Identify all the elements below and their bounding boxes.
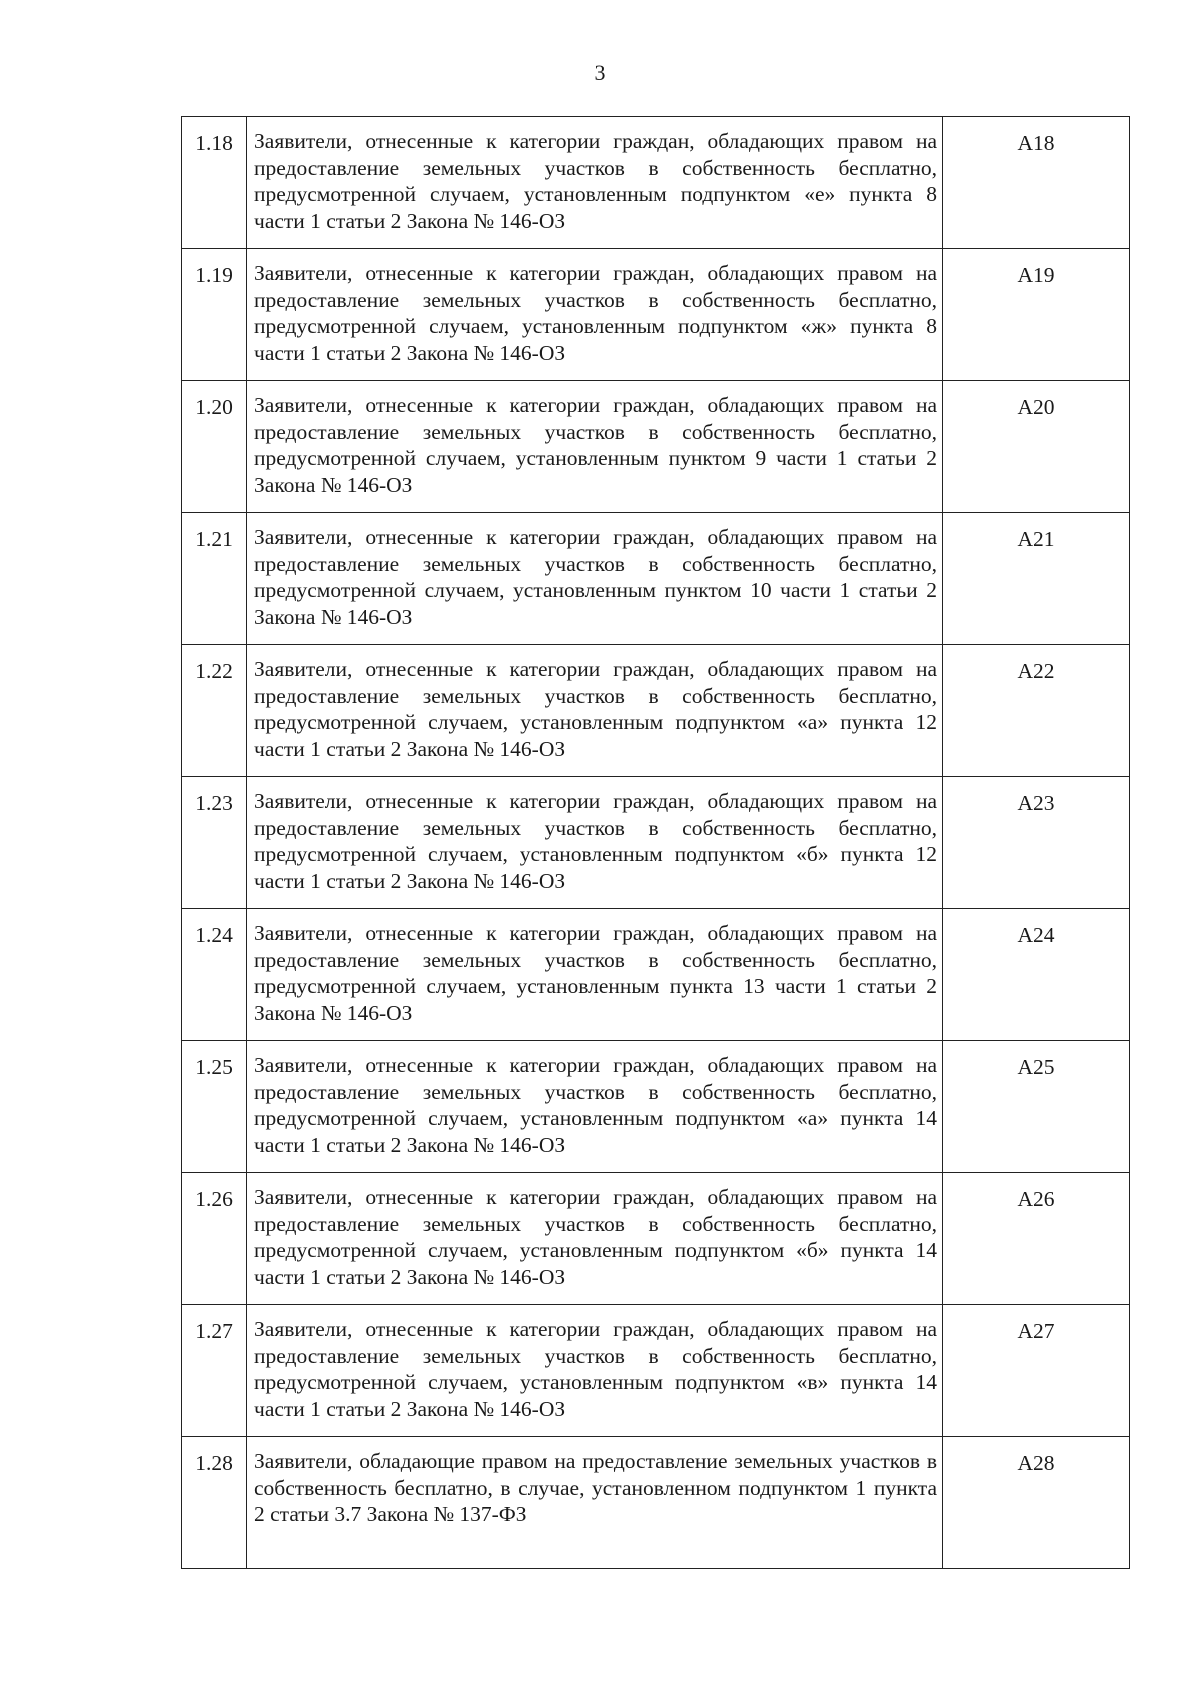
row-description: Заявители, отнесенные к категории граждан, обладающих правом на предоставление земельных участков в собственность бесплатно, предусмотренной случаем, установленным подпунктом «б» пункта 14 части 1 статьи 2 Закона № 146-ОЗ — [247, 1173, 943, 1305]
row-code: А23 — [943, 777, 1130, 909]
page-number: 3 — [594, 60, 606, 85]
row-number: 1.19 — [182, 249, 247, 381]
row-description: Заявители, отнесенные к категории граждан, обладающих правом на предоставление земельных участков в собственность бесплатно, предусмотренной случаем, установленным подпунктом «в» пункта 14 части 1 статьи 2 Закона № 146-ОЗ — [247, 1305, 943, 1437]
row-description: Заявители, обладающие правом на предоставление земельных участков в собственность бесплатно, в случае, установленном подпунктом 1 пункта 2 статьи 3.7 Закона № 137-ФЗ — [247, 1437, 943, 1569]
row-description: Заявители, отнесенные к категории граждан, обладающих правом на предоставление земельных участков в собственность бесплатно, предусмотренной случаем, установленным пунктом 9 части 1 статьи 2 Закона № 146-ОЗ — [247, 381, 943, 513]
row-description: Заявители, отнесенные к категории граждан, обладающих правом на предоставление земельных участков в собственность бесплатно, предусмотренной случаем, установленным пункта 13 части 1 статьи 2 Закона № 146-ОЗ — [247, 909, 943, 1041]
row-description: Заявители, отнесенные к категории граждан, обладающих правом на предоставление земельных участков в собственность бесплатно, предусмотренной случаем, установленным подпунктом «е» пункта 8 части 1 статьи 2 Закона № 146-ОЗ — [247, 117, 943, 249]
row-code: А19 — [943, 249, 1130, 381]
row-code: А28 — [943, 1437, 1130, 1569]
row-code: А22 — [943, 645, 1130, 777]
row-number: 1.27 — [182, 1305, 247, 1437]
row-code: А21 — [943, 513, 1130, 645]
row-code: А18 — [943, 117, 1130, 249]
row-number: 1.22 — [182, 645, 247, 777]
row-code: А26 — [943, 1173, 1130, 1305]
table-row — [182, 909, 1130, 1041]
row-code: А20 — [943, 381, 1130, 513]
table-row — [182, 1437, 1130, 1569]
row-description: Заявители, отнесенные к категории граждан, обладающих правом на предоставление земельных участков в собственность бесплатно, предусмотренной случаем, установленным подпунктом «а» пункта 12 части 1 статьи 2 Закона № 146-ОЗ — [247, 645, 943, 777]
table-row — [182, 381, 1130, 513]
row-number: 1.20 — [182, 381, 247, 513]
row-description: Заявители, отнесенные к категории граждан, обладающих правом на предоставление земельных участков в собственность бесплатно, предусмотренной случаем, установленным подпунктом «ж» пункта 8 части 1 статьи 2 Закона № 146-ОЗ — [247, 249, 943, 381]
row-number: 1.28 — [182, 1437, 247, 1569]
table-row — [182, 777, 1130, 909]
table-row — [182, 1041, 1130, 1173]
row-number: 1.24 — [182, 909, 247, 1041]
table-row — [182, 1305, 1130, 1437]
row-description: Заявители, отнесенные к категории граждан, обладающих правом на предоставление земельных участков в собственность бесплатно, предусмотренной случаем, установленным подпунктом «а» пункта 14 части 1 статьи 2 Закона № 146-ОЗ — [247, 1041, 943, 1173]
row-number: 1.25 — [182, 1041, 247, 1173]
row-number: 1.26 — [182, 1173, 247, 1305]
row-number: 1.23 — [182, 777, 247, 909]
table-row — [182, 513, 1130, 645]
table-row — [182, 117, 1130, 249]
row-description: Заявители, отнесенные к категории граждан, обладающих правом на предоставление земельных участков в собственность бесплатно, предусмотренной случаем, установленным подпунктом «б» пункта 12 части 1 статьи 2 Закона № 146-ОЗ — [247, 777, 943, 909]
row-code: А27 — [943, 1305, 1130, 1437]
row-code: А25 — [943, 1041, 1130, 1173]
row-code: А24 — [943, 909, 1130, 1041]
row-description: Заявители, отнесенные к категории граждан, обладающих правом на предоставление земельных участков в собственность бесплатно, предусмотренной случаем, установленным пунктом 10 части 1 статьи 2 Закона № 146-ОЗ — [247, 513, 943, 645]
row-number: 1.18 — [182, 117, 247, 249]
applicant-categories-table — [181, 116, 1130, 1569]
row-number: 1.21 — [182, 513, 247, 645]
table-row — [182, 645, 1130, 777]
table-row — [182, 249, 1130, 381]
table-row — [182, 1173, 1130, 1305]
